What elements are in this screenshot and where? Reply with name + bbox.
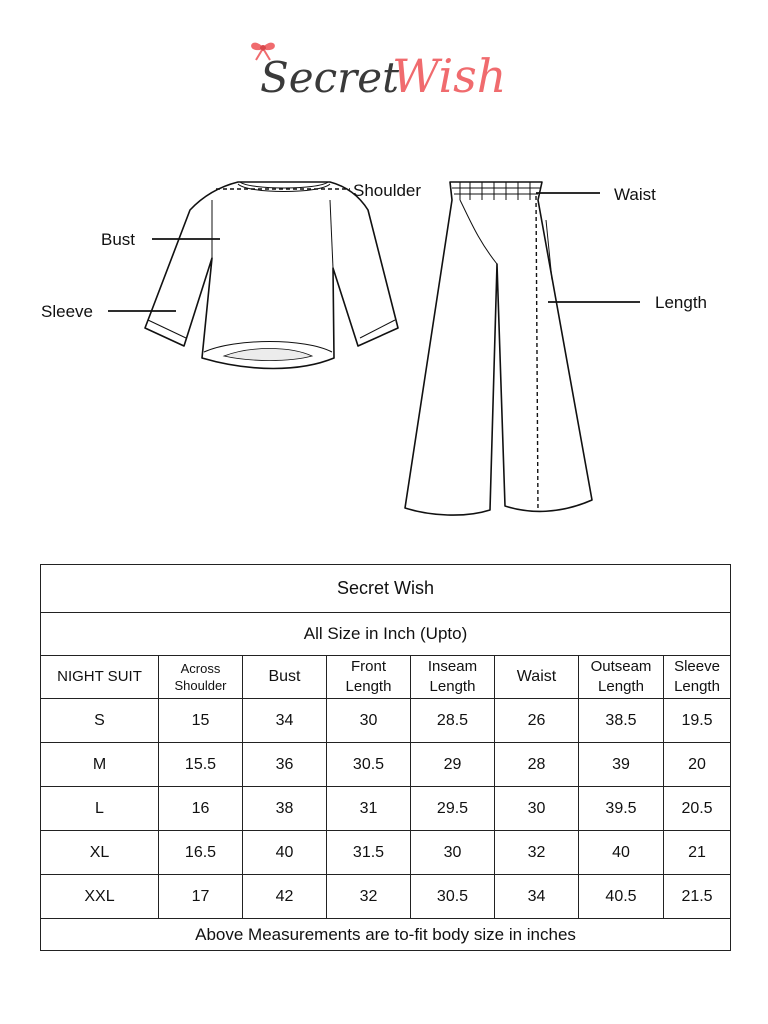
length-guide — [536, 196, 538, 512]
value-cell: 19.5 — [664, 699, 731, 743]
value-cell: 16.5 — [159, 831, 243, 875]
value-cell: 29.5 — [411, 787, 495, 831]
value-cell: 21 — [664, 831, 731, 875]
label-shoulder: Shoulder — [353, 181, 422, 200]
value-cell: 39 — [579, 743, 664, 787]
size-cell: XL — [41, 831, 159, 875]
size-cell: L — [41, 787, 159, 831]
value-cell: 42 — [243, 875, 327, 919]
value-cell: 31.5 — [327, 831, 411, 875]
header-front-length: Front Length — [327, 656, 411, 699]
header-across-shoulder: Across Shoulder — [159, 656, 243, 699]
table-row — [41, 743, 731, 787]
value-cell: 21.5 — [664, 875, 731, 919]
value-cell: 17 — [159, 875, 243, 919]
value-cell: 40 — [243, 831, 327, 875]
size-cell: XXL — [41, 875, 159, 919]
label-length: Length — [655, 293, 707, 312]
table-title: Secret Wish — [41, 565, 731, 613]
table-row — [41, 787, 731, 831]
header-outseam-length: Outseam Length — [579, 656, 664, 699]
header-waist: Waist — [495, 656, 579, 699]
value-cell: 39.5 — [579, 787, 664, 831]
header-night-suit: NIGHT SUIT — [41, 656, 159, 699]
value-cell: 32 — [495, 831, 579, 875]
table-row — [41, 875, 731, 919]
value-cell: 29 — [411, 743, 495, 787]
table-footer-note: Above Measurements are to-fit body size in inches — [41, 919, 731, 951]
header-row — [41, 656, 731, 699]
table-subtitle: All Size in Inch (Upto) — [41, 613, 731, 656]
value-cell: 30.5 — [411, 875, 495, 919]
value-cell: 20.5 — [664, 787, 731, 831]
value-cell: 38.5 — [579, 699, 664, 743]
value-cell: 30 — [495, 787, 579, 831]
value-cell: 31 — [327, 787, 411, 831]
size-cell: S — [41, 699, 159, 743]
size-chart-table — [40, 564, 731, 951]
top-garment-drawing — [145, 182, 398, 369]
value-cell: 20 — [664, 743, 731, 787]
value-cell: 38 — [243, 787, 327, 831]
header-bust: Bust — [243, 656, 327, 699]
value-cell: 28 — [495, 743, 579, 787]
garment-diagram — [0, 160, 768, 540]
value-cell: 40 — [579, 831, 664, 875]
value-cell: 15.5 — [159, 743, 243, 787]
value-cell: 15 — [159, 699, 243, 743]
value-cell: 34 — [243, 699, 327, 743]
brand-logo — [240, 30, 530, 110]
value-cell: 30.5 — [327, 743, 411, 787]
header-sleeve-length: Sleeve Length — [664, 656, 731, 699]
value-cell: 30 — [411, 831, 495, 875]
value-cell: 36 — [243, 743, 327, 787]
label-bust: Bust — [101, 230, 136, 249]
value-cell: 16 — [159, 787, 243, 831]
brand-word-wish: Wish — [392, 49, 507, 103]
label-waist: Waist — [614, 185, 656, 204]
value-cell: 34 — [495, 875, 579, 919]
header-inseam-length: Inseam Length — [411, 656, 495, 699]
value-cell: 32 — [327, 875, 411, 919]
table-row — [41, 699, 731, 743]
value-cell: 30 — [327, 699, 411, 743]
brand-word-secret: Secret — [260, 53, 399, 102]
pants-drawing — [405, 182, 592, 515]
value-cell: 26 — [495, 699, 579, 743]
value-cell: 28.5 — [411, 699, 495, 743]
value-cell: 40.5 — [579, 875, 664, 919]
size-cell: M — [41, 743, 159, 787]
label-sleeve: Sleeve — [41, 302, 93, 321]
table-row — [41, 831, 731, 875]
